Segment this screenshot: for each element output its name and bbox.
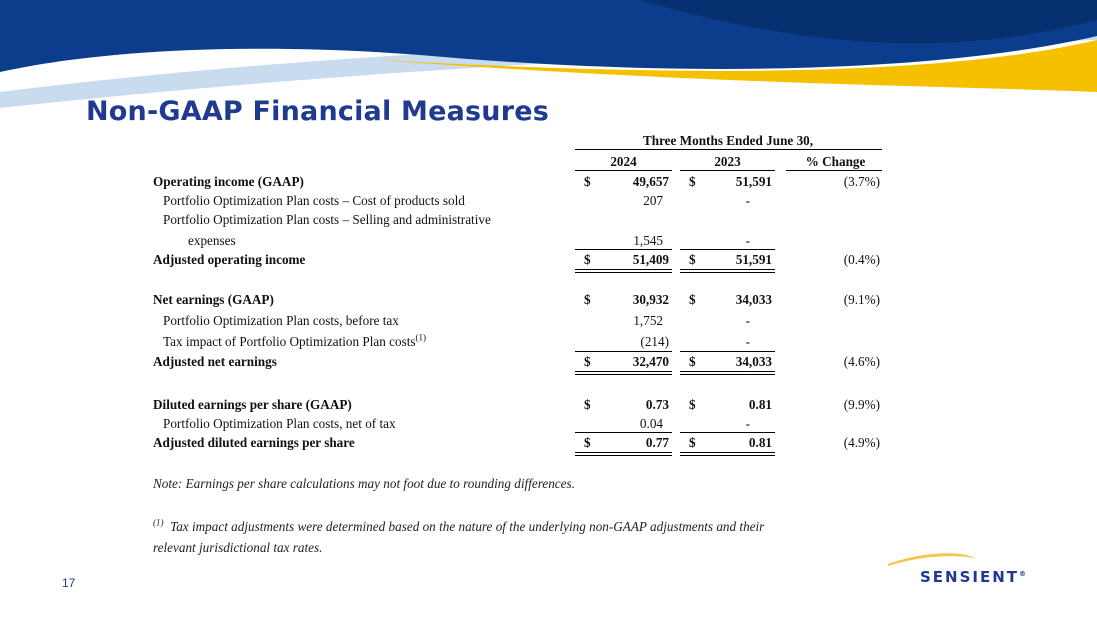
- total-double-rule: [575, 269, 672, 273]
- subtotal-rule: [575, 249, 672, 250]
- value-change: (9.1%): [843, 292, 880, 307]
- row-label: Adjusted diluted earnings per share: [153, 435, 355, 450]
- dollar-sign: $: [584, 354, 591, 369]
- subtotal-rule: [680, 432, 775, 433]
- row-label: Operating income (GAAP): [153, 174, 304, 189]
- value-2023: -: [745, 334, 750, 349]
- col-change-header-rule: [786, 170, 882, 171]
- table-row: [153, 396, 883, 414]
- value-2023: 0.81: [748, 397, 772, 412]
- value-2023: 34,033: [735, 292, 772, 307]
- table-row: [153, 333, 883, 351]
- col-2024-header-rule: [575, 170, 672, 171]
- value-2024: 0.77: [645, 435, 669, 450]
- footnote-line-1: Tax impact adjustments were determined based on the nature of the underlying non-GAAP adjustments and their: [170, 519, 765, 534]
- row-label: Adjusted net earnings: [153, 354, 277, 369]
- subtotal-rule: [680, 351, 775, 352]
- value-change: (0.4%): [843, 252, 880, 267]
- table-row: [153, 312, 883, 330]
- page-title: Non-GAAP Financial Measures: [86, 96, 550, 127]
- table-row: [153, 291, 883, 309]
- table-row: [153, 211, 883, 229]
- value-2024: 1,752: [633, 313, 663, 328]
- dollar-sign: $: [584, 174, 591, 189]
- total-double-rule: [680, 269, 775, 273]
- value-2024: 0.04: [639, 416, 663, 431]
- value-2024: 51,409: [632, 252, 669, 267]
- dollar-sign: $: [584, 397, 591, 412]
- footnote: [153, 516, 873, 558]
- value-2023: -: [745, 233, 750, 248]
- col-2023-header-rule: [680, 170, 775, 171]
- col-2024-header: 2024: [610, 154, 637, 169]
- value-2023: 51,591: [735, 174, 772, 189]
- footnote-marker: (1): [153, 517, 164, 528]
- value-change: (9.9%): [843, 397, 880, 412]
- dollar-sign: $: [689, 174, 696, 189]
- row-label: Portfolio Optimization Plan costs, net of tax: [163, 416, 396, 431]
- col-2023-header: 2023: [714, 154, 741, 169]
- page-number: 17: [62, 576, 76, 590]
- table-row: [153, 232, 883, 250]
- row-label: Adjusted operating income: [153, 252, 306, 267]
- total-double-rule: [575, 371, 672, 375]
- value-change: (4.6%): [843, 354, 880, 369]
- footnote-marker: (1): [415, 332, 427, 343]
- value-2023: -: [745, 193, 750, 208]
- value-2024: 0.73: [645, 397, 669, 412]
- value-2024: 30,932: [632, 292, 669, 307]
- value-2023: 0.81: [748, 435, 772, 450]
- sensient-logo: [920, 568, 1028, 586]
- dollar-sign: $: [689, 292, 696, 307]
- value-2023: 34,033: [735, 354, 772, 369]
- subtotal-rule: [575, 432, 672, 433]
- row-label: Portfolio Optimization Plan costs – Selling and administrative: [163, 212, 491, 227]
- dollar-sign: $: [689, 354, 696, 369]
- dollar-sign: $: [689, 435, 696, 450]
- row-label: Portfolio Optimization Plan costs, before tax: [163, 313, 399, 328]
- value-2023: 51,591: [735, 252, 772, 267]
- value-2024: 32,470: [632, 354, 669, 369]
- value-2023: -: [745, 416, 750, 431]
- value-change: (3.7%): [843, 174, 880, 189]
- value-2024: (214): [640, 334, 669, 349]
- table-row: [153, 251, 883, 269]
- row-label-text: Tax impact of Portfolio Optimization Plan costs: [163, 334, 416, 349]
- period-header: Three Months Ended June 30,: [642, 133, 814, 148]
- total-double-rule: [680, 371, 775, 375]
- table-row: [153, 192, 883, 210]
- dollar-sign: $: [584, 292, 591, 307]
- table-row: [153, 353, 883, 371]
- row-label: Diluted earnings per share (GAAP): [153, 397, 352, 412]
- value-2023: -: [745, 313, 750, 328]
- table-row: [153, 173, 883, 191]
- dollar-sign: $: [689, 397, 696, 412]
- total-double-rule: [575, 452, 672, 456]
- table-row: [153, 434, 883, 452]
- col-change-header: % Change: [805, 154, 866, 169]
- rounding-note: Note: Earnings per share calculations may not foot due to rounding differences.: [153, 476, 575, 491]
- table-row: [153, 415, 883, 433]
- total-double-rule: [680, 452, 775, 456]
- row-label: Portfolio Optimization Plan costs – Cost of products sold: [163, 193, 465, 208]
- logo-registered-mark: ®: [1019, 570, 1029, 578]
- row-label: [163, 333, 426, 351]
- period-header-rule: [575, 149, 882, 150]
- footnote-line-2: relevant jurisdictional tax rates.: [153, 540, 323, 555]
- dollar-sign: $: [584, 252, 591, 267]
- value-2024: 207: [643, 193, 663, 208]
- logo-text: SENSIENT: [920, 568, 1020, 586]
- row-label: expenses: [188, 233, 236, 248]
- subtotal-rule: [680, 249, 775, 250]
- row-label: Net earnings (GAAP): [153, 292, 274, 307]
- value-2024: 49,657: [632, 174, 669, 189]
- subtotal-rule: [575, 351, 672, 352]
- logo-swoosh-curve: [888, 553, 975, 566]
- value-change: (4.9%): [843, 435, 880, 450]
- dollar-sign: $: [584, 435, 591, 450]
- dollar-sign: $: [689, 252, 696, 267]
- value-2024: 1,545: [633, 233, 663, 248]
